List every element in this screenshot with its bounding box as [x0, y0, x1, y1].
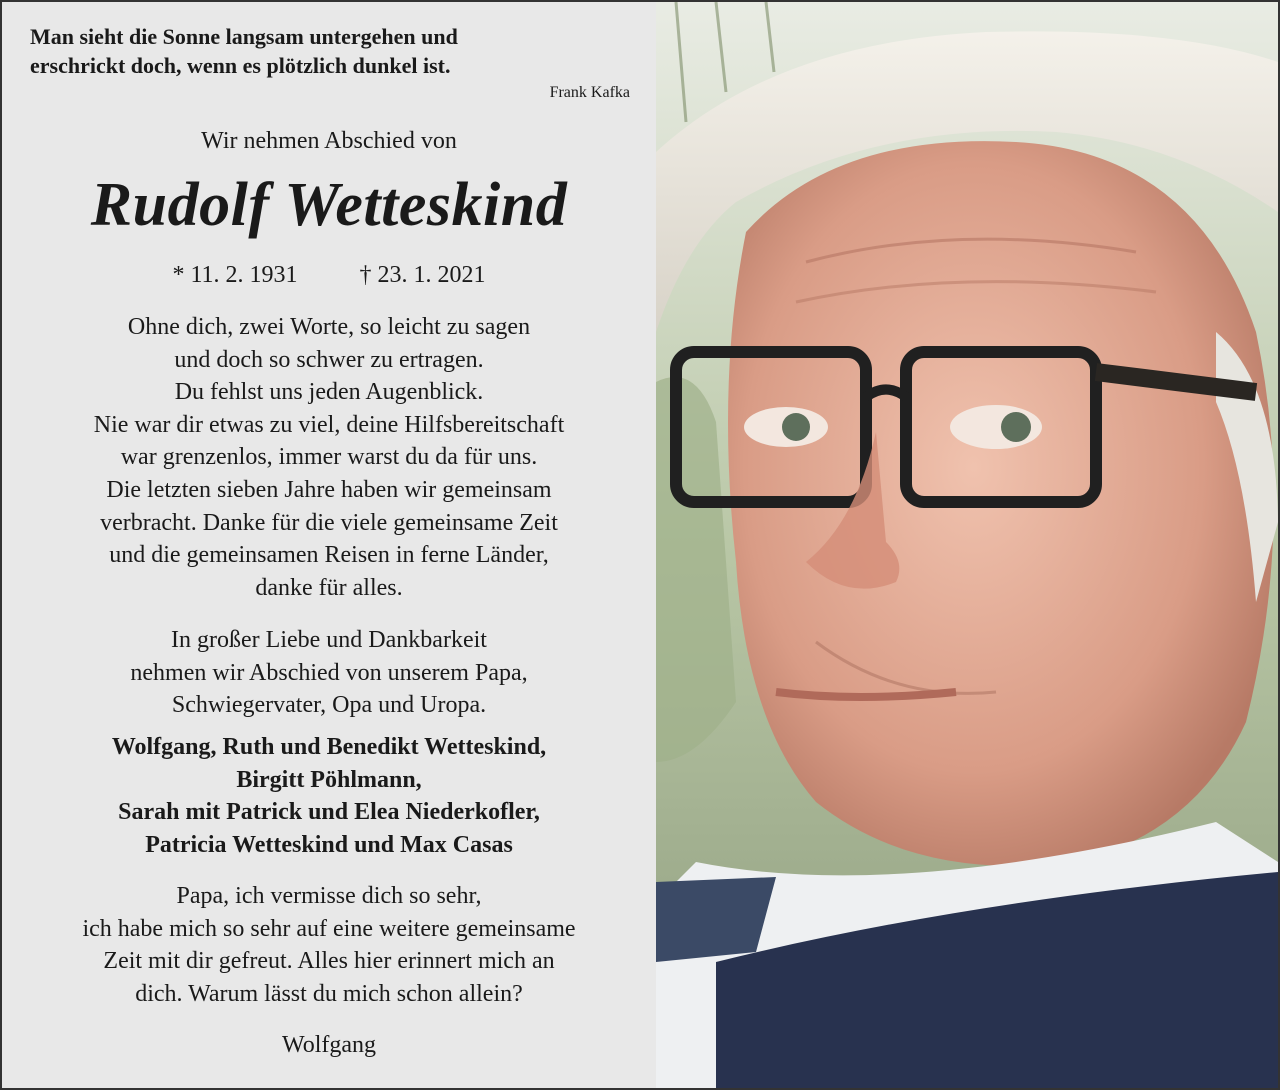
deceased-name: Rudolf Wetteskind — [90, 171, 568, 239]
poem-line: verbracht. Danke für die viele gemeinsame Zeit — [100, 509, 558, 536]
personal-message — [2, 880, 656, 1010]
poem-line: Ohne dich, zwei Worte, so leicht zu sagen — [127, 314, 531, 340]
quote-line: Man sieht die Sonne langsam untergehen und — [30, 24, 458, 49]
mourner-line: Wolfgang, Ruth und Benedikt Wetteskind, — [111, 734, 547, 760]
portrait-photo — [656, 2, 1278, 1088]
birth-date: * 11. 2. 1931 — [172, 262, 298, 288]
quote — [30, 22, 630, 80]
farewell-text — [2, 624, 656, 722]
signature: Wolfgang — [281, 1032, 377, 1058]
message-line: Zeit mit dir gefreut. Alles hier erinnert mich an — [103, 948, 555, 975]
poem — [2, 311, 656, 604]
poem-line: und doch so schwer zu ertragen. — [174, 346, 484, 373]
mourner-line: Birgitt Pöhlmann, — [236, 766, 422, 793]
death-date: † 23. 1. 2021 — [359, 262, 486, 288]
text-panel — [2, 2, 656, 1088]
poem-line: Nie war dir etwas zu viel, deine Hilfsbereitschaft — [93, 411, 565, 438]
mourners-list — [2, 731, 656, 861]
poem-line: und die gemeinsamen Reisen in ferne Länder, — [109, 542, 549, 569]
portrait-illustration — [656, 2, 1278, 1088]
farewell-line: Schwiegervater, Opa und Uropa. — [171, 692, 487, 719]
message-line: dich. Warum lässt du mich schon allein? — [135, 980, 523, 1007]
farewell-line: nehmen wir Abschied von unserem Papa, — [130, 659, 528, 686]
poem-line: Die letzten sieben Jahre haben wir gemeinsam — [106, 476, 552, 503]
intro-text: Wir nehmen Abschied von — [201, 128, 457, 154]
poem-line: war grenzenlos, immer warst du da für uns. — [120, 444, 538, 471]
message-line: ich habe mich so sehr auf eine weitere gemeinsame — [82, 915, 576, 942]
mourner-line: Patricia Wetteskind und Max Casas — [145, 831, 513, 858]
mourner-line: Sarah mit Patrick und Elea Niederkofler, — [118, 799, 540, 826]
farewell-line: In großer Liebe und Dankbarkeit — [171, 627, 487, 653]
message-line: Papa, ich vermisse dich so sehr, — [176, 883, 482, 909]
poem-line: danke für alles. — [255, 574, 403, 601]
quote-line: erschrickt doch, wenn es plötzlich dunkel ist. — [30, 53, 451, 78]
life-dates — [2, 262, 656, 289]
poem-line: Du fehlst uns jeden Augenblick. — [174, 379, 484, 406]
quote-author: Frank Kafka — [549, 84, 630, 101]
